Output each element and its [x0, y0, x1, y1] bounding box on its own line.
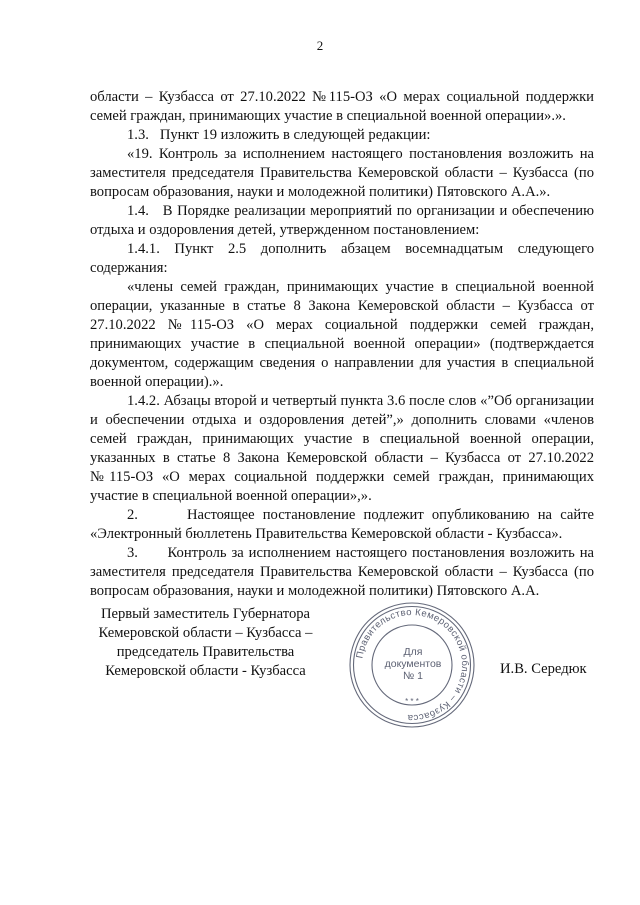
stamp-stars: * * *	[405, 697, 419, 706]
official-seal-stamp	[347, 600, 477, 730]
paragraph-3: 3. Контроль за исполнением настоящего постановления возложить на заместителя председателя Правительства Кемеровской области – Кузбасса (по вопросам образования, науки и молодежной политики) Пятовского А.А.	[90, 545, 594, 599]
signature-title	[88, 605, 323, 681]
signature-title-line: Первый заместитель Губернатора	[100, 606, 311, 622]
paragraph-continuation: области – Кузбасса от 27.10.2022 №115-ОЗ «О мерах социальной поддержки семей граждан, принимающих участие в специальной военной операции».».	[90, 89, 594, 124]
stamp-ring-text: Правительство Кемеровской области – Кузбасса	[354, 606, 471, 724]
signer-name: И.В. Середюк	[500, 661, 587, 677]
paragraph-2: 2. Настоящее постановление подлежит опубликованию на сайте «Электронный бюллетень Правительства Кемеровской области - Кузбасса».	[90, 507, 594, 542]
document-body	[90, 88, 594, 601]
paragraph-1-4: 1.4. В Порядке реализации мероприятий по организации и обеспечению отдыха и оздоровления детей, утвержденном постановлением:	[90, 203, 594, 238]
signature-title-line: Кемеровской области – Кузбасса –	[98, 625, 313, 641]
paragraph-quote-members: «члены семей граждан, принимающих участие в специальной военной операции, указанные в статье 8 Закона Кемеровской области – Кузбасса от 27.10.2022 №115-ОЗ «О мерах социальной поддержки семей граждан, принимающих участие в специальной военной операции» (подтверждается документом, содержащим сведения о направлении для участия в специальной военной операции).».	[90, 279, 594, 390]
page-number: 2	[316, 38, 324, 53]
paragraph-point-19: «19. Контроль за исполнением настоящего постановления возложить на заместителя председателя Правительства Кемеровской области – Кузбасса (по вопросам образования, науки и молодежной политики) Пятовского А.А.».	[90, 146, 594, 200]
signature-title-line: председатель Правительства	[116, 644, 295, 660]
paragraph-1-4-2: 1.4.2. Абзацы второй и четвертый пункта 3.6 после слов «”Об организации и обеспечении отдыха и оздоровления детей”,» дополнить словами «членов семей граждан, принимающих участие в специальной военной операции, указанных в статье 8 Закона Кемеровской области – Кузбасса от 27.10.2022 №115-ОЗ «О мерах социальной поддержки семей граждан, принимающих участие в специальной военной операции»,».	[90, 393, 594, 504]
stamp-center-line: Для	[403, 646, 423, 658]
stamp-center-line: документов	[384, 658, 442, 670]
signature-title-line: Кемеровской области - Кузбасса	[105, 663, 306, 679]
stamp-center-line: № 1	[402, 670, 424, 682]
paragraph-1-3: 1.3. Пункт 19 изложить в следующей редакции:	[127, 127, 431, 143]
paragraph-1-4-1: 1.4.1. Пункт 2.5 дополнить абзацем восемнадцатым следующего содержания:	[90, 241, 594, 276]
